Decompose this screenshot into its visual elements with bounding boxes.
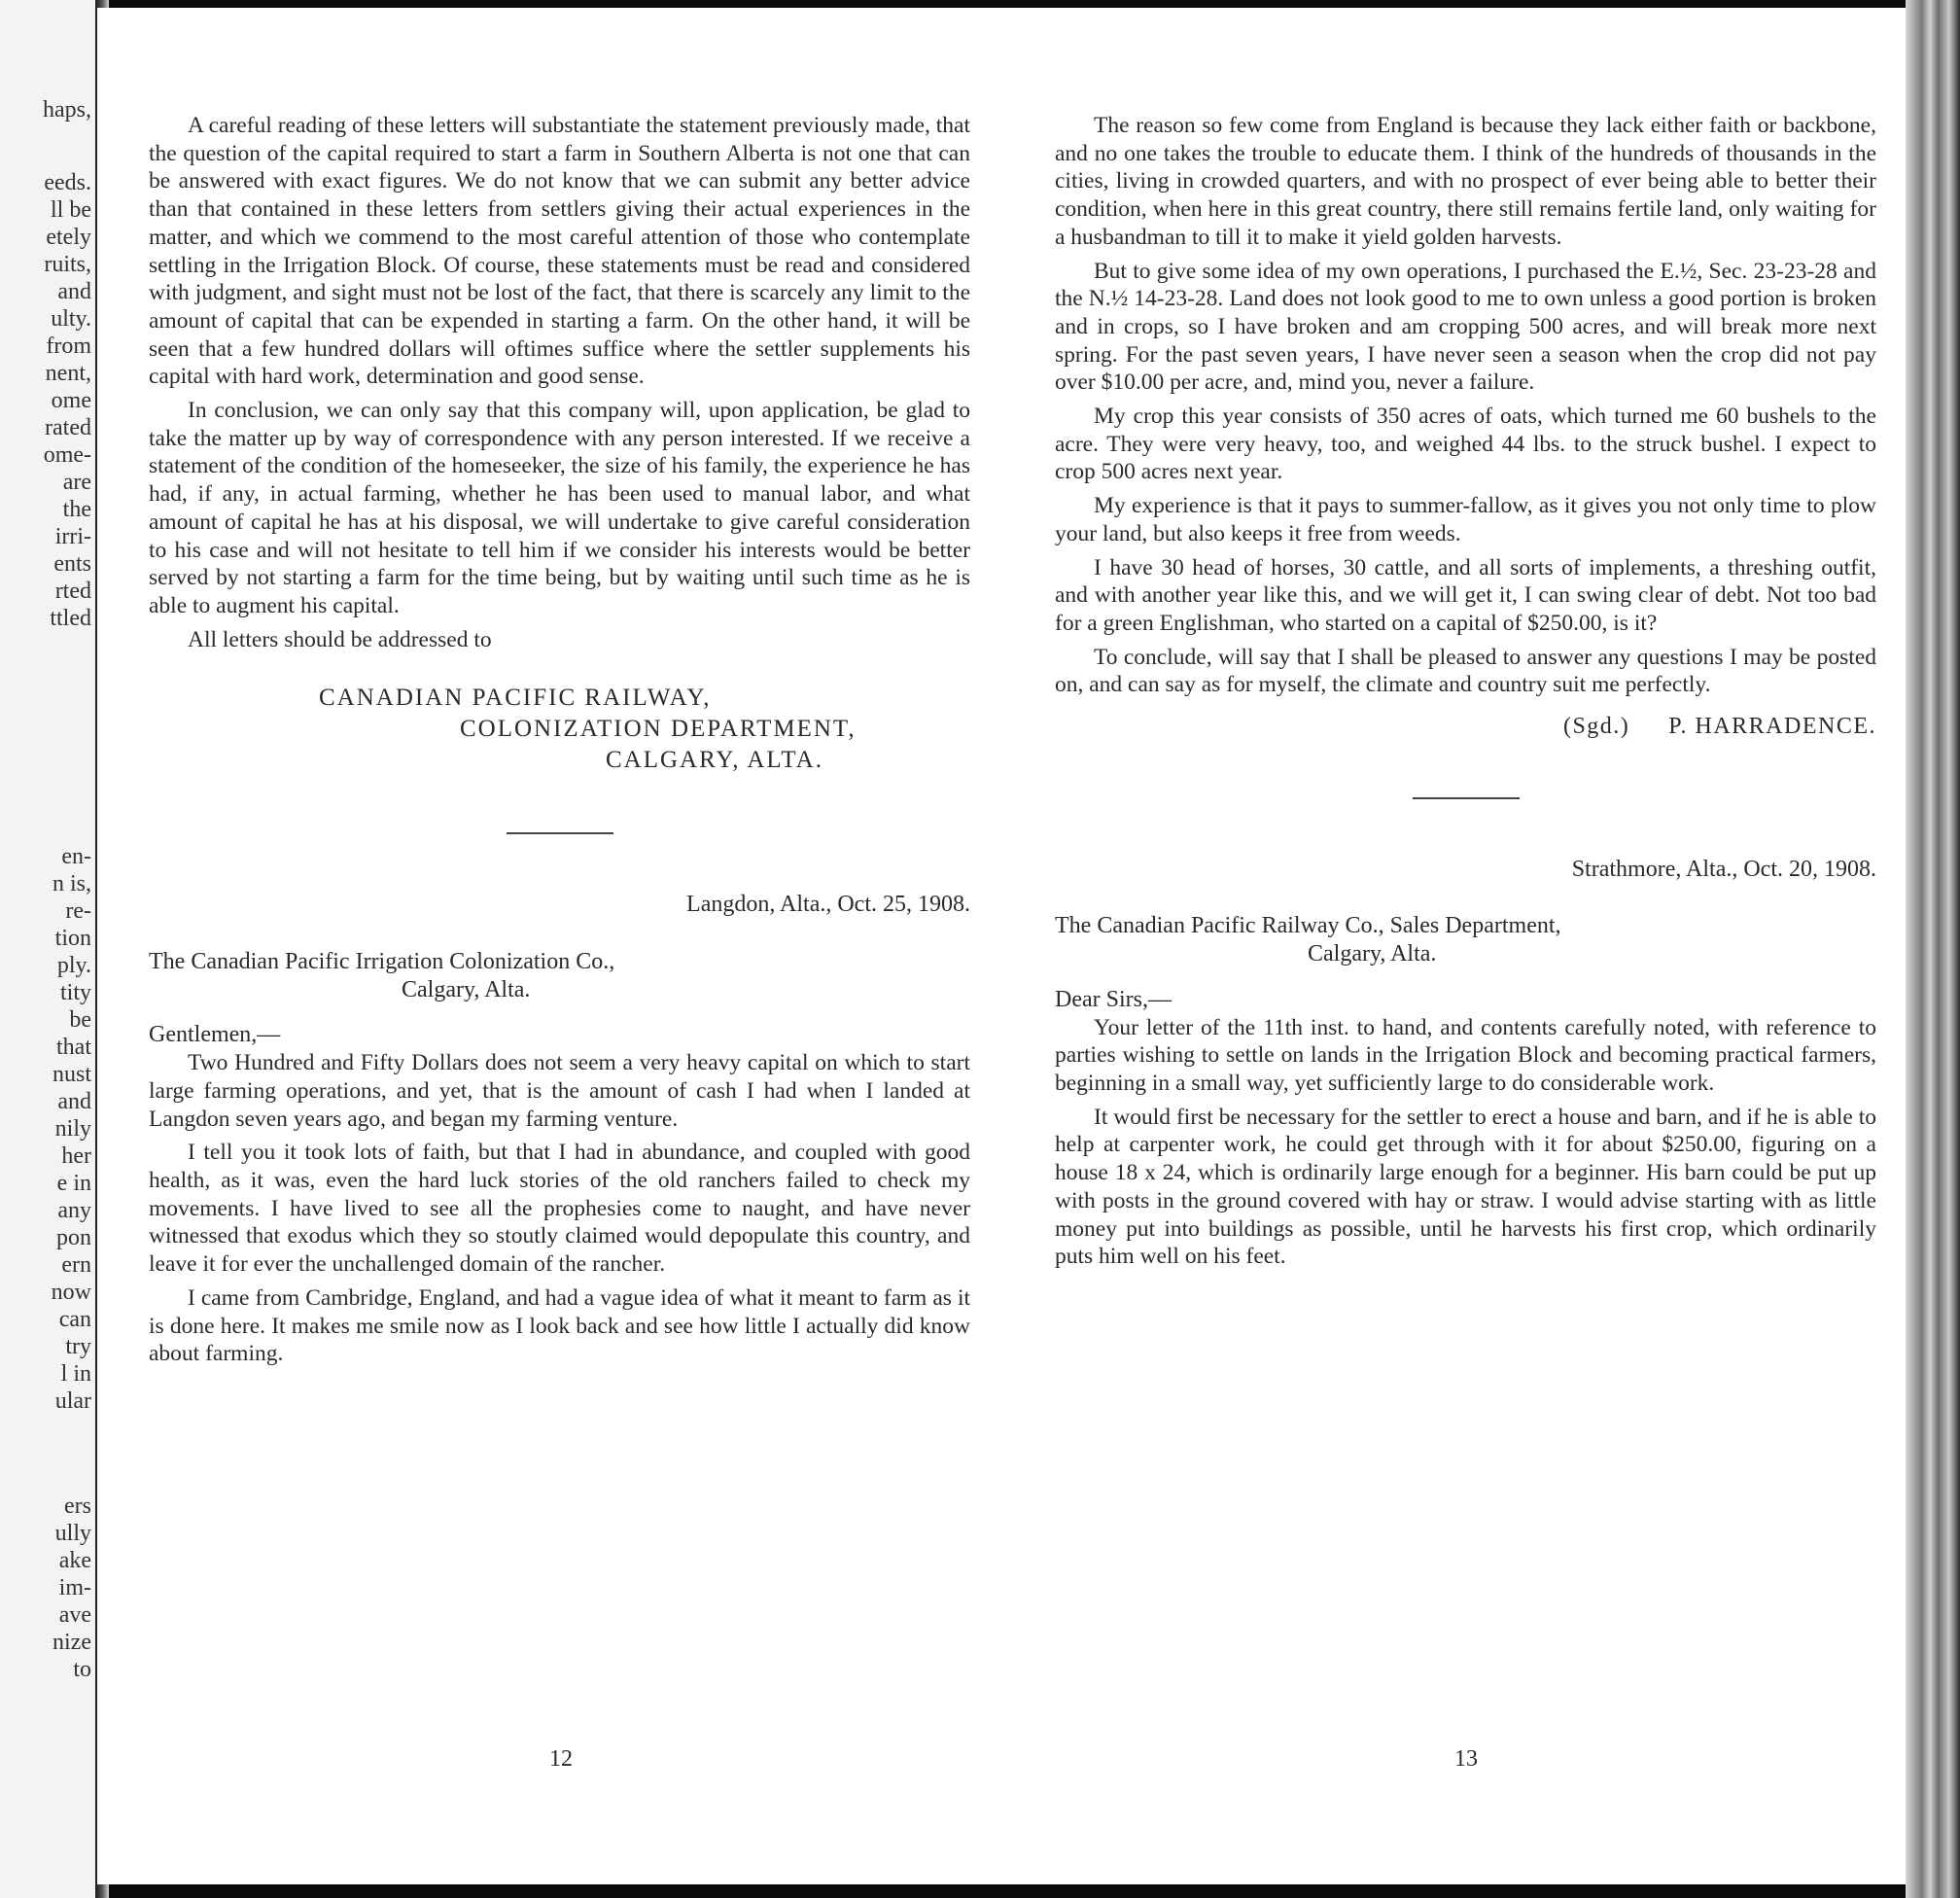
signature-prefix: (Sgd.) (1562, 714, 1630, 740)
letter-addressee: The Canadian Pacific Railway Co., Sales Department, (1055, 913, 1561, 939)
letter-addressee: The Canadian Pacific Irrigation Colonization Co., (149, 949, 615, 975)
previous-page-fragment: re- (65, 898, 91, 924)
letter-paragraph: Two Hundred and Fifty Dollars does not seem a very heavy capital on which to start large farming operations, and yet, that is the amount of cash I had when I landed at Langdon seven years ago, and began my farming venture. (149, 1050, 970, 1132)
previous-page-fragment: en- (61, 844, 91, 869)
previous-page-fragment: ents (53, 551, 91, 577)
previous-page-fragment: her (61, 1143, 91, 1169)
letter-dateline: Langdon, Alta., Oct. 25, 1908. (686, 892, 970, 918)
letter-signature (1055, 713, 1876, 741)
previous-page-fragment: that (56, 1035, 91, 1060)
mailing-address (149, 683, 970, 776)
previous-page-fragment: ully (54, 1521, 91, 1546)
previous-page-fragment: rated (45, 415, 91, 440)
previous-page-fragment: and (57, 279, 91, 304)
left-page-column (149, 112, 970, 1374)
previous-page-fragment: tity (59, 980, 91, 1005)
letter-paragraph: It would first be necessary for the settler to erect a house and barn, and if he is able to help at carpenter work, he could get through with it for about $250.00, figuring on a house 18 x 24, which is ordinarily large enough for a beginner. His barn could be put up with posts in the ground covered with hay or straw. I would advise starting with as little money put into buildings as possible, until he harvests his first crop, which ordinarily puts him well on his feet. (1055, 1104, 1876, 1270)
previous-page-fragment: ulty. (51, 306, 91, 332)
previous-page-fragment: haps, (43, 97, 91, 123)
previous-page-fragment: nent, (45, 361, 91, 386)
previous-page-fragment: ome- (43, 442, 91, 468)
previous-page-edge (0, 0, 95, 1898)
previous-page-fragment: pon (56, 1225, 91, 1250)
previous-page-fragment: n is, (52, 871, 91, 896)
previous-page-fragment: irri- (54, 524, 91, 549)
right-paragraph: I have 30 head of horses, 30 cattle, and all sorts of implements, a threshing outfit, and with another year like this, and we will get it, I can swing clear of debt. Not too bad for a green Englishman, who started on a capital of $250.00, is it? (1055, 554, 1876, 636)
previous-page-fragment: ll be (51, 197, 91, 223)
section-divider (507, 832, 613, 834)
page-stack-edge (1906, 0, 1960, 1898)
left-paragraph: All letters should be addressed to (188, 626, 492, 652)
previous-page-fragment: nily (54, 1116, 91, 1142)
previous-page-fragment: be (69, 1007, 91, 1033)
previous-page-fragment: eeds. (44, 170, 91, 195)
previous-page-fragment: ttled (50, 606, 91, 631)
section-divider (1413, 797, 1520, 799)
previous-page-fragment: ern (61, 1252, 91, 1278)
previous-page-fragment: and (57, 1089, 91, 1114)
previous-page-fragment: nize (52, 1630, 91, 1655)
previous-page-fragment: etely (46, 225, 91, 250)
letter-dateline: Strathmore, Alta., Oct. 20, 1908. (1571, 856, 1876, 882)
previous-page-fragment: ome (51, 388, 91, 413)
previous-page-fragment: rted (54, 579, 91, 604)
previous-page-fragment: to (73, 1657, 91, 1682)
address-line: CANADIAN PACIFIC RAILWAY, (319, 685, 712, 712)
previous-page-fragment: ave (58, 1602, 91, 1628)
right-paragraph: The reason so few come from England is because they lack either faith or backbone, and no one takes the trouble to educate them. I think of the hundreds of thousands in the cities, living in crowded quarters, and with no prospect of ever being able to better their condition, when here in this great country, there still remains fertile land, only waiting for a husbandman to till it to make it yield golden harvests. (1055, 113, 1876, 250)
right-paragraph: To conclude, will say that I shall be pleased to answer any questions I may be posted on, and can say as for myself, the climate and country suit me perfectly. (1055, 644, 1876, 698)
previous-page-fragment: l in (60, 1361, 91, 1387)
letter-paragraph: I tell you it took lots of faith, but that I had in abundance, and coupled with good health, as it was, even the hard luck stories of the old ranchers failed to check my movements. I have lived to see all the prophesies come to naught, and have never witnessed that exodus which they so stoutly claimed would depopulate this country, and leave it for ever the unchallenged domain of the rancher. (149, 1140, 970, 1278)
previous-page-fragment: e in (56, 1171, 91, 1196)
previous-page-fragment: ply. (56, 953, 91, 978)
previous-page-fragment: ake (58, 1548, 91, 1573)
previous-page-fragment: ruits, (44, 252, 91, 277)
right-page-column (1055, 112, 1876, 1277)
previous-page-fragment: tion (54, 926, 91, 951)
previous-page-fragment: ers (64, 1494, 91, 1519)
right-paragraph: My crop this year consists of 350 acres of oats, which turned me 60 bushels to the acre. They were very heavy, too, and weighed 44 lbs. to the struck bushel. I expect to crop 500 acres next year. (1055, 404, 1876, 485)
right-paragraph: My experience is that it pays to summer-fallow, as it gives you not only time to plow your land, but also keeps it free from weeds. (1055, 493, 1876, 546)
previous-page-fragment: from (46, 334, 91, 359)
previous-page-fragment: the (62, 497, 91, 522)
address-line: CALGARY, ALTA. (606, 747, 823, 774)
left-paragraph: A careful reading of these letters will substantiate the statement previously made, that the question of the capital required to start a farm in Southern Alberta is not one that can be answered with exact figures. We do not know that we can submit any better advice than that contained in these letters from settlers giving their actual experiences in the matter, and which we commend to the most careful attention of those who contemplate settling in the Irrigation Block. Of course, these statements must be read and considered with judgment, and sight must not be lost of the fact, that there is scarcely any limit to the amount of capital that can be expended in starting a farm. On the other hand, it will be seen that a few hundred dollars will oftimes suffice where the settler supplements his capital with hard work, determination and good sense. (149, 113, 970, 390)
previous-page-fragment: any (57, 1198, 91, 1223)
letter-greeting: Dear Sirs,— (1055, 986, 1172, 1012)
previous-page-fragment: are (62, 470, 91, 495)
page-number: 12 (549, 1746, 573, 1772)
page-number: 13 (1454, 1746, 1478, 1772)
address-line: COLONIZATION DEPARTMENT, (460, 716, 857, 743)
letter-addressee-city: Calgary, Alta. (402, 976, 531, 1002)
previous-page-fragment: can (58, 1307, 91, 1332)
previous-page-fragment: im- (58, 1575, 91, 1600)
left-paragraph: In conclusion, we can only say that this company will, upon application, be glad to take the matter up by way of correspondence with any person interested. If we receive a statement of the condition of the homeseeker, the size of his family, the experience he has had, if any, in actual farming, whether he has been used to manual labor, and what amount of capital he has at his disposal, we will undertake to give careful consideration to his case and will not hesitate to tell him if we consider his interests would be better served by not starting a farm for the time being, but by waiting until such time as he is able to augment his capital. (149, 398, 970, 618)
right-paragraph: But to give some idea of my own operations, I purchased the E.½, Sec. 23-23-28 and the N.½ 14-23-28. Land does not look good to me to own unless a good portion is broken and in crops, so I have broken and am cropping 500 acres, and will break more next spring. For the past seven years, I have never seen a season when the crop did not pay over $10.00 per acre, and, mind you, never a failure. (1055, 258, 1876, 396)
previous-page-fragment: ular (54, 1388, 91, 1414)
letter-addressee-city: Calgary, Alta. (1308, 941, 1437, 967)
previous-page-fragment: nust (52, 1062, 91, 1087)
letter-paragraph: Your letter of the 11th inst. to hand, and contents carefully noted, with reference to parties wishing to settle on lands in the Irrigation Block and becoming practical farmers, beginning in a small way, yet sufficiently large to do considerable work. (1055, 1014, 1876, 1096)
letter-greeting: Gentlemen,— (149, 1022, 281, 1048)
letter-paragraph: I came from Cambridge, England, and had a vague idea of what it meant to farm as it is done here. It makes me smile now as I look back and see how little I actually did know about farming. (149, 1284, 970, 1367)
previous-page-fragment: now (51, 1280, 91, 1305)
previous-page-fragment: try (65, 1334, 91, 1359)
signature-name: P. HARRADENCE. (1668, 714, 1876, 740)
